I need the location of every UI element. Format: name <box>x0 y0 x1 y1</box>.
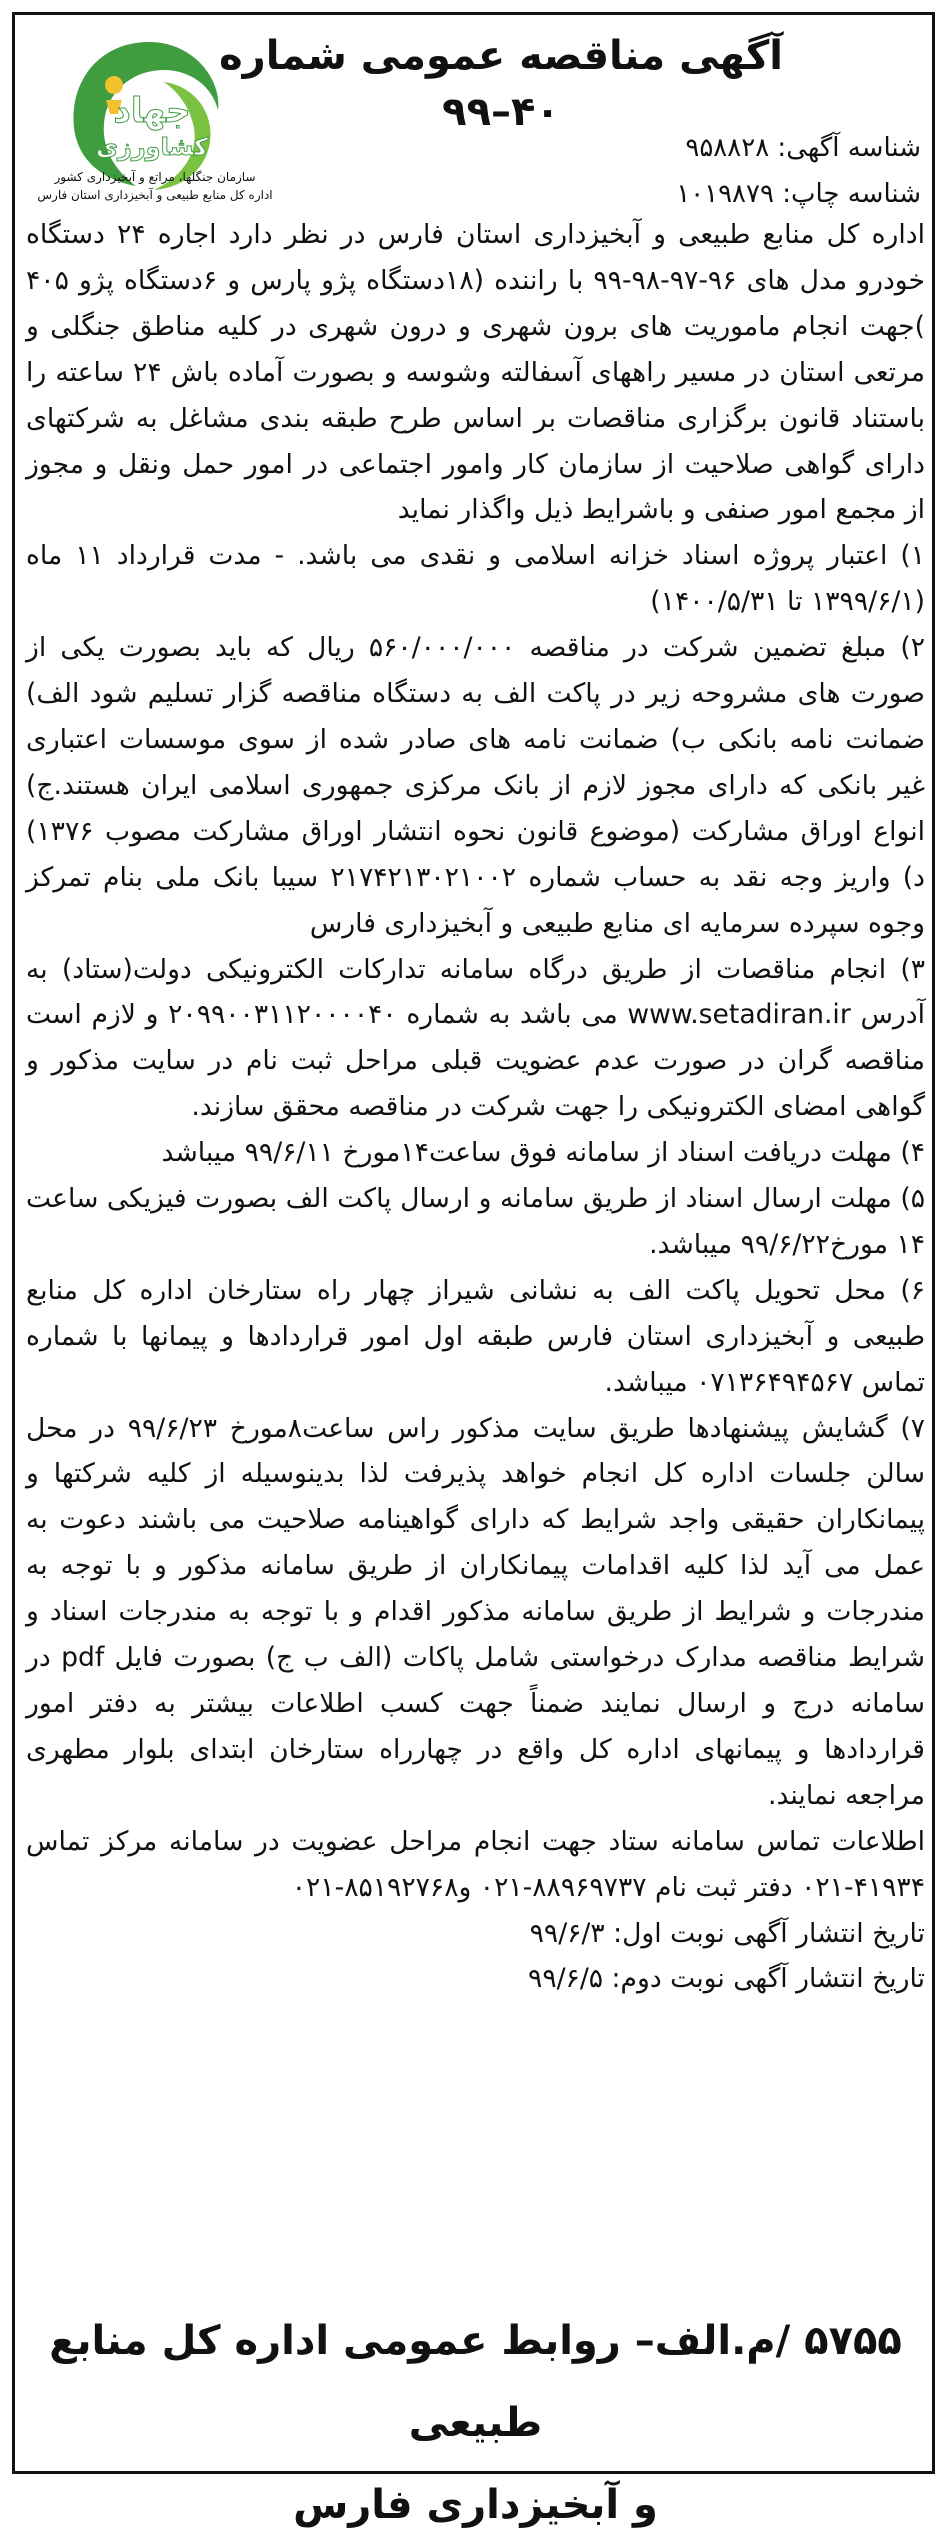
notice-title: آگهی مناقصه عمومی شماره ۴۰–۹۹ <box>219 33 783 135</box>
item-3 <box>26 947 925 1131</box>
intro-paragraph: اداره کل منابع طبیعی و آبخیزداری استان فارس در نظر دارد اجاره ۲۴ دستگاه خودرو مدل های ۹۶-۹۷-۹۸-۹۹ با راننده (۱۸دستگاه پژو پارس و ۶دستگاه پژو ۴۰۵ )جهت انجام ماموریت های برون شهری و درون شهری در کلیه مناطق جنگلی و مرتعی استان در مسیر راههای آسفالته وشوسه و بصورت آماده باش ۲۴ ساعته را باستناد قانون برگزاری مناقصات بر اساس طرح طبقه بندی مشاغل به شرکتهای دارای گواهی صلاحیت از سازمان کار وامور اجتماعی در امور حمل ونقل و مجوز از مجمع امور صنفی و باشرایط ذیل واگذار نماید <box>26 219 926 526</box>
item-2: ۲) مبلغ تضمین شرکت در مناقصه ۵۶۰/۰۰۰/۰۰۰ ریال که باید بصورت یکی از صورت های مشروحه زیر در پاکت الف به دستگاه مناقصه گزار تسلیم شود الف) ضمانت نامه بانکی ب) ضمانت نامه های صادر شده از سوی موسسات اعتباری غیر بانکی که دارای مجوز لازم از بانک مرکزی جمهوری اسلامی ایران هستند.ج) انواع اوراق مشارکت (موضوع قانون نحوه انتشار اوراق مشارکت مصوب ۱۳۷۶) د) واریز وجه نقد به حساب شماره ۲۱۷۴۲۱۳۰۲۱۰۰۲ سیبا بانک ملی بنام تمرکز وجوه سپرده سرمایه ای منابع طبیعی و آبخیزداری فارس <box>26 632 926 939</box>
setad-url-link[interactable]: www.setadiran.ir <box>627 999 851 1031</box>
logo-caption-line1: سازمان جنگلها، مراتع و آبخیزداری کشور <box>54 170 256 184</box>
first-publication-date: تاریخ انتشار آگهی نوبت اول: ۹۹/۶/۳ <box>529 1917 925 1949</box>
footer-line2: و آبخیزداری فارس <box>293 2482 658 2528</box>
notice-footer <box>26 2300 925 2546</box>
item-6: ۶) محل تحویل پاکت الف به نشانی شیراز چهار راه ستارخان اداره کل منابع طبیعی و آبخیزداری استان فارس طبقه اول امور قراردادها و پیمانها با شماره تماس ۰۷۱۳۶۴۹۴۵۶۷ میباشد. <box>26 1274 925 1398</box>
item-3-text-b: می باشد به شماره ۲۰۹۹۰۰۳۱۱۲۰۰۰۰۴۰ و لازم است مناقصه گران در صورت عدم عضویت قبلی مراحل ثبت نام در سایت مذکور و گواهی امضای الکترونیکی را جهت شرکت در مناقصه محقق سازند. <box>26 999 925 1123</box>
notice-body <box>26 212 925 2002</box>
logo-text-bottom: کشاورزی <box>96 133 208 161</box>
logo-caption-line2: اداره کل منابع طبیعی و آبخیزداری استان فارس <box>37 188 273 202</box>
item-7: ۷) گشایش پیشنهادها طریق سایت مذکور راس ساعت۸مورخ ۹۹/۶/۲۳ در محل سالن جلسات اداره کل انجام خواهد پذیرفت لذا بدینوسیله از کلیه شرکتها و پیمانکاران حقیقی واجد شرایط که دارای گواهینامه صلاحیت می باشند دعوت به عمل می آید لذا کلیه اقدامات پیمانکاران از طریق سامانه مذکور و با توجه به مندرجات و شرایط از طریق سامانه مذکور اقدام و با توجه به مندرجات اسناد و شرایط مناقصه مدارک درخواستی شامل پاکات (الف ب ج) بصورت فایل pdf در سامانه درج و ارسال نمایند ضمناً جهت کسب اطلاعات بیشتر به دفتر امور قراردادها و پیمانهای اداره کل واقع در چهارراه ستارخان ابتدای بلوار مطهری مراجعه نمایند. <box>26 1412 926 1811</box>
item-1: ۱) اعتبار پروژه اسناد خزانه اسلامی و نقدی می باشد. - مدت قرارداد ۱۱ ماه (۱۳۹۹/۶/۱ تا ۱۴۰۰/۵/۳۱) <box>26 540 926 618</box>
logo-text-top: جهاد <box>113 91 191 131</box>
item-5: ۵) مهلت ارسال اسناد از طریق سامانه و ارسال پاکت الف بصورت فیزیکی ساعت ۱۴ مورخ۹۹/۶/۲۲ میباشد. <box>26 1183 925 1260</box>
logo-caption <box>30 168 280 204</box>
second-publication-date: تاریخ انتشار آگهی نوبت دوم: ۹۹/۶/۵ <box>528 1963 925 1995</box>
footer-line1: ۵۷۵۵ /م.الف– روابط عمومی اداره کل منابع طبیعی <box>49 2318 902 2446</box>
ad-id: شناسه آگهی: ۹۵۸۸۲۸ <box>685 133 921 163</box>
notice-ids <box>321 125 921 217</box>
print-id: شناسه چاپ: ۱۰۱۹۸۷۹ <box>676 179 921 209</box>
contact-info: اطلاعات تماس سامانه ستاد جهت انجام مراحل عضویت در سامانه مرکز تماس ۴۱۹۳۴-۰۲۱ دفتر ثبت نام ۸۸۹۶۹۷۳۷-۰۲۱ و۸۵۱۹۲۷۶۸-۰۲۱ <box>26 1825 925 1903</box>
item-4: ۴) مهلت دریافت اسناد از سامانه فوق ساعت۱۴مورخ ۹۹/۶/۱۱ میباشد <box>161 1137 925 1169</box>
item-3-text-a: ۳) انجام مناقصات از طریق درگاه سامانه تدارکات الکترونیکی دولت(ستاد) به آدرس <box>26 953 925 1031</box>
